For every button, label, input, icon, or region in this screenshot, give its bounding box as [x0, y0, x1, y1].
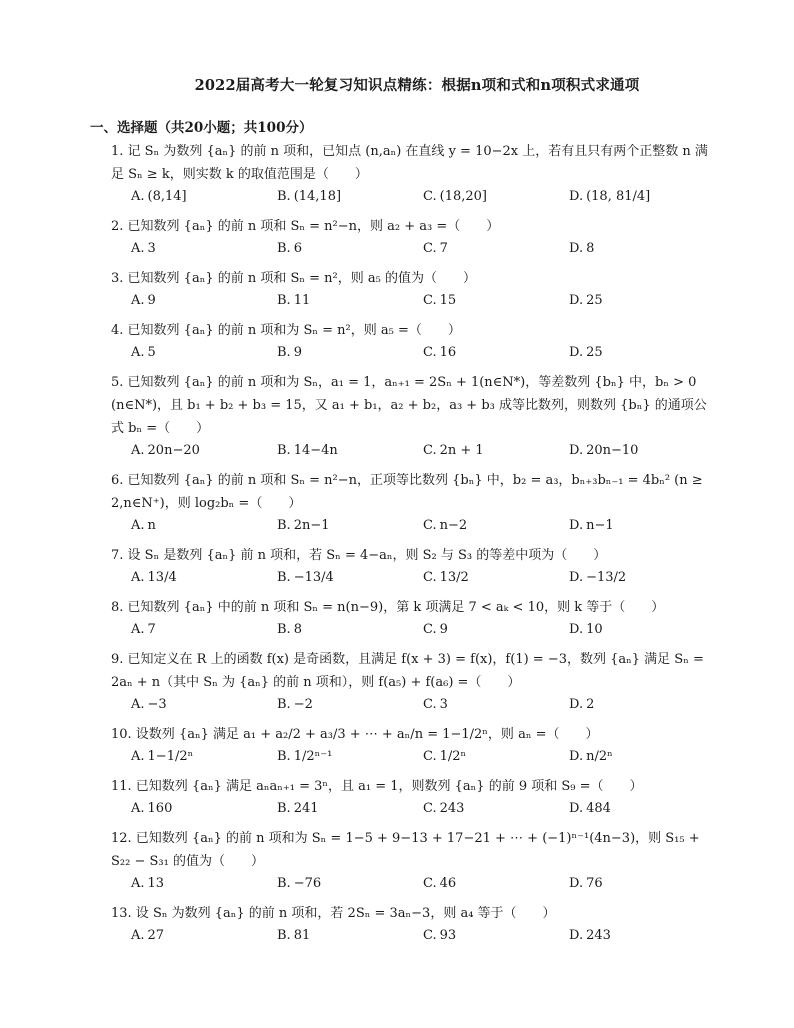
option-label: B. — [277, 801, 291, 816]
option-label: C. — [423, 189, 437, 204]
option-c — [403, 187, 549, 207]
option-label: D. — [569, 570, 584, 585]
option-a — [111, 239, 257, 259]
option-c — [403, 343, 549, 363]
option-a — [111, 187, 257, 207]
option-row — [111, 441, 711, 461]
question-item — [111, 775, 711, 819]
option-row — [111, 695, 711, 715]
option-a — [111, 695, 257, 715]
option-text: n−1 — [586, 518, 614, 533]
question-item — [111, 544, 711, 588]
option-label: C. — [423, 443, 437, 458]
option-text: 15 — [439, 293, 457, 308]
option-text: 1/2ⁿ — [439, 749, 467, 764]
option-text: 25 — [586, 293, 603, 308]
option-b — [257, 874, 403, 894]
option-label: A. — [131, 749, 145, 764]
option-text: 243 — [439, 801, 465, 816]
option-label: D. — [569, 293, 584, 308]
option-text: 13 — [147, 876, 165, 891]
option-label: A. — [131, 570, 145, 585]
option-d — [549, 620, 695, 640]
question-item — [111, 469, 711, 536]
option-row — [111, 799, 711, 819]
option-row — [111, 926, 711, 946]
option-b — [257, 926, 403, 946]
option-label: C. — [423, 928, 437, 943]
option-label: B. — [277, 241, 291, 256]
option-text: 1−1/2ⁿ — [147, 749, 194, 764]
option-d — [549, 516, 695, 536]
question-stem: 7. 设 Sₙ 是数列 {aₙ} 前 n 项和，若 Sₙ = 4−aₙ，则 S₂ 与 S₃ 的等差中项为（ ） — [111, 548, 607, 563]
option-text: (18,20] — [439, 189, 487, 204]
option-label: D. — [569, 801, 584, 816]
option-text: 7 — [147, 622, 156, 637]
option-label: A. — [131, 622, 145, 637]
option-d — [549, 239, 695, 259]
option-text: 2n−1 — [293, 518, 330, 533]
option-text: 8 — [293, 622, 302, 637]
option-label: A. — [131, 876, 145, 891]
option-text: 5 — [147, 345, 156, 360]
option-b — [257, 343, 403, 363]
option-b — [257, 239, 403, 259]
option-row — [111, 239, 711, 259]
option-text: 8 — [586, 241, 595, 256]
option-c — [403, 747, 549, 767]
option-d — [549, 568, 695, 588]
question-item — [111, 827, 711, 894]
option-text: n — [147, 518, 156, 533]
option-text: 25 — [586, 345, 603, 360]
option-b — [257, 620, 403, 640]
option-label: A. — [131, 518, 145, 533]
option-label: C. — [423, 293, 437, 308]
option-a — [111, 747, 257, 767]
option-label: A. — [131, 801, 145, 816]
option-text: 241 — [293, 801, 319, 816]
option-label: B. — [277, 345, 291, 360]
option-text: 3 — [439, 697, 448, 712]
option-text: 9 — [293, 345, 302, 360]
question-item — [111, 319, 711, 363]
option-d — [549, 187, 695, 207]
question-stem: 13. 设 Sₙ 为数列 {aₙ} 的前 n 项和，若 2Sₙ = 3aₙ−3，则 a₄ 等于（ ） — [111, 906, 556, 921]
option-label: B. — [277, 697, 291, 712]
option-row — [111, 620, 711, 640]
option-text: 16 — [439, 345, 457, 360]
option-label: A. — [131, 697, 145, 712]
option-text: (8,14] — [147, 189, 187, 204]
question-stem: 6. 已知数列 {aₙ} 的前 n 项和 Sₙ = n²−n，正项等比数列 {bₙ} 中，b₂ = a₃，bₙ₊₃bₙ₋₁ = 4bₙ² (n ≥ 2,n∈N⁺)，则 log₂bₙ =（ ） — [111, 473, 703, 511]
option-row — [111, 187, 711, 207]
question-item — [111, 371, 711, 461]
option-text: 243 — [586, 928, 611, 943]
option-d — [549, 441, 695, 461]
option-a — [111, 291, 257, 311]
option-text: 81 — [293, 928, 311, 943]
option-label: B. — [277, 189, 291, 204]
option-label: B. — [277, 518, 291, 533]
section-heading: 一、选择题（共20小题；共100分） — [90, 120, 313, 136]
option-label: B. — [277, 443, 291, 458]
option-text: 14−4n — [293, 443, 338, 458]
option-a — [111, 620, 257, 640]
option-label: A. — [131, 928, 145, 943]
option-c — [403, 874, 549, 894]
question-item — [111, 215, 711, 259]
question-stem: 12. 已知数列 {aₙ} 的前 n 项和为 Sₙ = 1−5 + 9−13 + 17−21 + ⋯ + (−1)ⁿ⁻¹(4n−3)，则 S₁₅ + S₂₂ − S₃₁ 的值为（ ） — [111, 831, 700, 869]
option-text: −13/4 — [293, 570, 334, 585]
option-text: 7 — [439, 241, 448, 256]
document-title: 2022届高考大一轮复习知识点精练：根据n项和式和n项积式求通项 — [194, 77, 640, 94]
option-label: B. — [277, 622, 291, 637]
option-label: C. — [423, 241, 437, 256]
option-d — [549, 291, 695, 311]
option-d — [549, 799, 695, 819]
question-stem: 2. 已知数列 {aₙ} 的前 n 项和 Sₙ = n²−n，则 a₂ + a₃ =（ ） — [111, 219, 500, 234]
option-text: 20n−20 — [147, 443, 200, 458]
option-label: C. — [423, 697, 437, 712]
option-d — [549, 695, 695, 715]
option-a — [111, 799, 257, 819]
option-text: 9 — [439, 622, 448, 637]
option-text: 11 — [293, 293, 311, 308]
option-c — [403, 239, 549, 259]
option-label: D. — [569, 622, 584, 637]
option-label: D. — [569, 749, 584, 764]
option-text: 1/2ⁿ⁻¹ — [293, 749, 333, 764]
question-stem: 11. 已知数列 {aₙ} 满足 aₙaₙ₊₁ = 3ⁿ，且 a₁ = 1，则数列 {aₙ} 的前 9 项和 S₉ =（ ） — [111, 779, 643, 794]
option-label: D. — [569, 443, 584, 458]
option-text: 6 — [293, 241, 302, 256]
option-b — [257, 441, 403, 461]
option-text: 13/4 — [147, 570, 177, 585]
option-b — [257, 747, 403, 767]
question-item — [111, 267, 711, 311]
option-c — [403, 516, 549, 536]
option-label: D. — [569, 345, 584, 360]
option-text: 2 — [586, 697, 595, 712]
option-row — [111, 874, 711, 894]
option-d — [549, 747, 695, 767]
question-stem: 9. 已知定义在 R 上的函数 f(x) 是奇函数，且满足 f(x + 3) = f(x)，f(1) = −3，数列 {aₙ} 满足 Sₙ = 2aₙ + n（其中 Sₙ 为 {aₙ} 的前 n 项和），则 f(a₅) + f(a₆) =（ ） — [111, 652, 704, 690]
option-b — [257, 799, 403, 819]
option-a — [111, 926, 257, 946]
option-text: (14,18] — [293, 189, 342, 204]
option-row — [111, 747, 711, 767]
option-b — [257, 695, 403, 715]
option-label: C. — [423, 345, 437, 360]
option-label: C. — [423, 622, 437, 637]
option-label: C. — [423, 570, 437, 585]
question-list — [111, 140, 711, 954]
option-c — [403, 568, 549, 588]
option-d — [549, 343, 695, 363]
question-item — [111, 902, 711, 946]
option-label: D. — [569, 876, 584, 891]
option-row — [111, 343, 711, 363]
option-b — [257, 187, 403, 207]
option-text: 9 — [147, 293, 156, 308]
option-text: 3 — [147, 241, 156, 256]
option-row — [111, 516, 711, 536]
option-text: 160 — [147, 801, 173, 816]
option-c — [403, 620, 549, 640]
option-d — [549, 926, 695, 946]
option-c — [403, 291, 549, 311]
option-c — [403, 695, 549, 715]
option-label: C. — [423, 876, 437, 891]
option-text: −76 — [293, 876, 322, 891]
option-text: 2n + 1 — [439, 443, 484, 458]
option-text: n−2 — [439, 518, 468, 533]
option-a — [111, 874, 257, 894]
option-c — [403, 926, 549, 946]
option-label: A. — [131, 293, 145, 308]
option-label: C. — [423, 518, 437, 533]
option-label: A. — [131, 345, 145, 360]
option-text: 27 — [147, 928, 165, 943]
option-label: D. — [569, 189, 584, 204]
option-label: A. — [131, 189, 145, 204]
option-text: 76 — [586, 876, 603, 891]
option-label: D. — [569, 697, 584, 712]
option-d — [549, 874, 695, 894]
question-stem: 4. 已知数列 {aₙ} 的前 n 项和为 Sₙ = n²，则 a₅ =（ ） — [111, 323, 461, 338]
option-b — [257, 291, 403, 311]
option-label: C. — [423, 801, 437, 816]
option-text: 484 — [586, 801, 611, 816]
question-item — [111, 723, 711, 767]
question-stem: 5. 已知数列 {aₙ} 的前 n 项和为 Sₙ，a₁ = 1，aₙ₊₁ = 2Sₙ + 1(n∈N*)，等差数列 {bₙ} 中，bₙ > 0 (n∈N*)，且 b₁ + b₂ + b₃ = 15，又 a₁ + b₁，a₂ + b₂，a₃ + b₃ 成等比数列，则数列 {bₙ} 的通项公式 bₙ =（ ） — [111, 375, 707, 436]
option-text: 93 — [439, 928, 457, 943]
option-text: 13/2 — [439, 570, 469, 585]
question-stem: 8. 已知数列 {aₙ} 中的前 n 项和 Sₙ = n(n−9)，第 k 项满足 7 < aₖ < 10，则 k 等于（ ） — [111, 600, 665, 615]
option-label: B. — [277, 928, 291, 943]
option-label: C. — [423, 749, 437, 764]
option-label: D. — [569, 928, 584, 943]
option-text: −13/2 — [586, 570, 627, 585]
option-b — [257, 516, 403, 536]
question-stem: 10. 设数列 {aₙ} 满足 a₁ + a₂/2 + a₃/3 + ⋯ + aₙ/n = 1−1/2ⁿ，则 aₙ =（ ） — [111, 727, 599, 742]
option-label: A. — [131, 443, 145, 458]
option-a — [111, 343, 257, 363]
option-a — [111, 516, 257, 536]
option-c — [403, 799, 549, 819]
option-c — [403, 441, 549, 461]
option-label: D. — [569, 518, 584, 533]
option-text: −3 — [147, 697, 167, 712]
question-item — [111, 648, 711, 715]
option-row — [111, 568, 711, 588]
option-a — [111, 441, 257, 461]
option-text: (18, 81/4] — [586, 189, 651, 204]
option-row — [111, 291, 711, 311]
option-text: 10 — [586, 622, 603, 637]
option-label: B. — [277, 876, 291, 891]
option-text: −2 — [293, 697, 313, 712]
option-label: A. — [131, 241, 145, 256]
option-text: 20n−10 — [586, 443, 639, 458]
option-b — [257, 568, 403, 588]
option-label: B. — [277, 570, 291, 585]
question-item — [111, 596, 711, 640]
option-label: D. — [569, 241, 584, 256]
option-label: B. — [277, 749, 291, 764]
question-stem: 3. 已知数列 {aₙ} 的前 n 项和 Sₙ = n²，则 a₅ 的值为（ ） — [111, 271, 476, 286]
option-text: n/2ⁿ — [586, 749, 613, 764]
question-stem: 1. 记 Sₙ 为数列 {aₙ} 的前 n 项和，已知点 (n,aₙ) 在直线 y = 10−2x 上，若有且只有两个正整数 n 满足 Sₙ ≥ k，则实数 k 的取值范围是（ ） — [111, 144, 708, 182]
option-label: B. — [277, 293, 291, 308]
option-text: 46 — [439, 876, 457, 891]
option-a — [111, 568, 257, 588]
question-item — [111, 140, 711, 207]
